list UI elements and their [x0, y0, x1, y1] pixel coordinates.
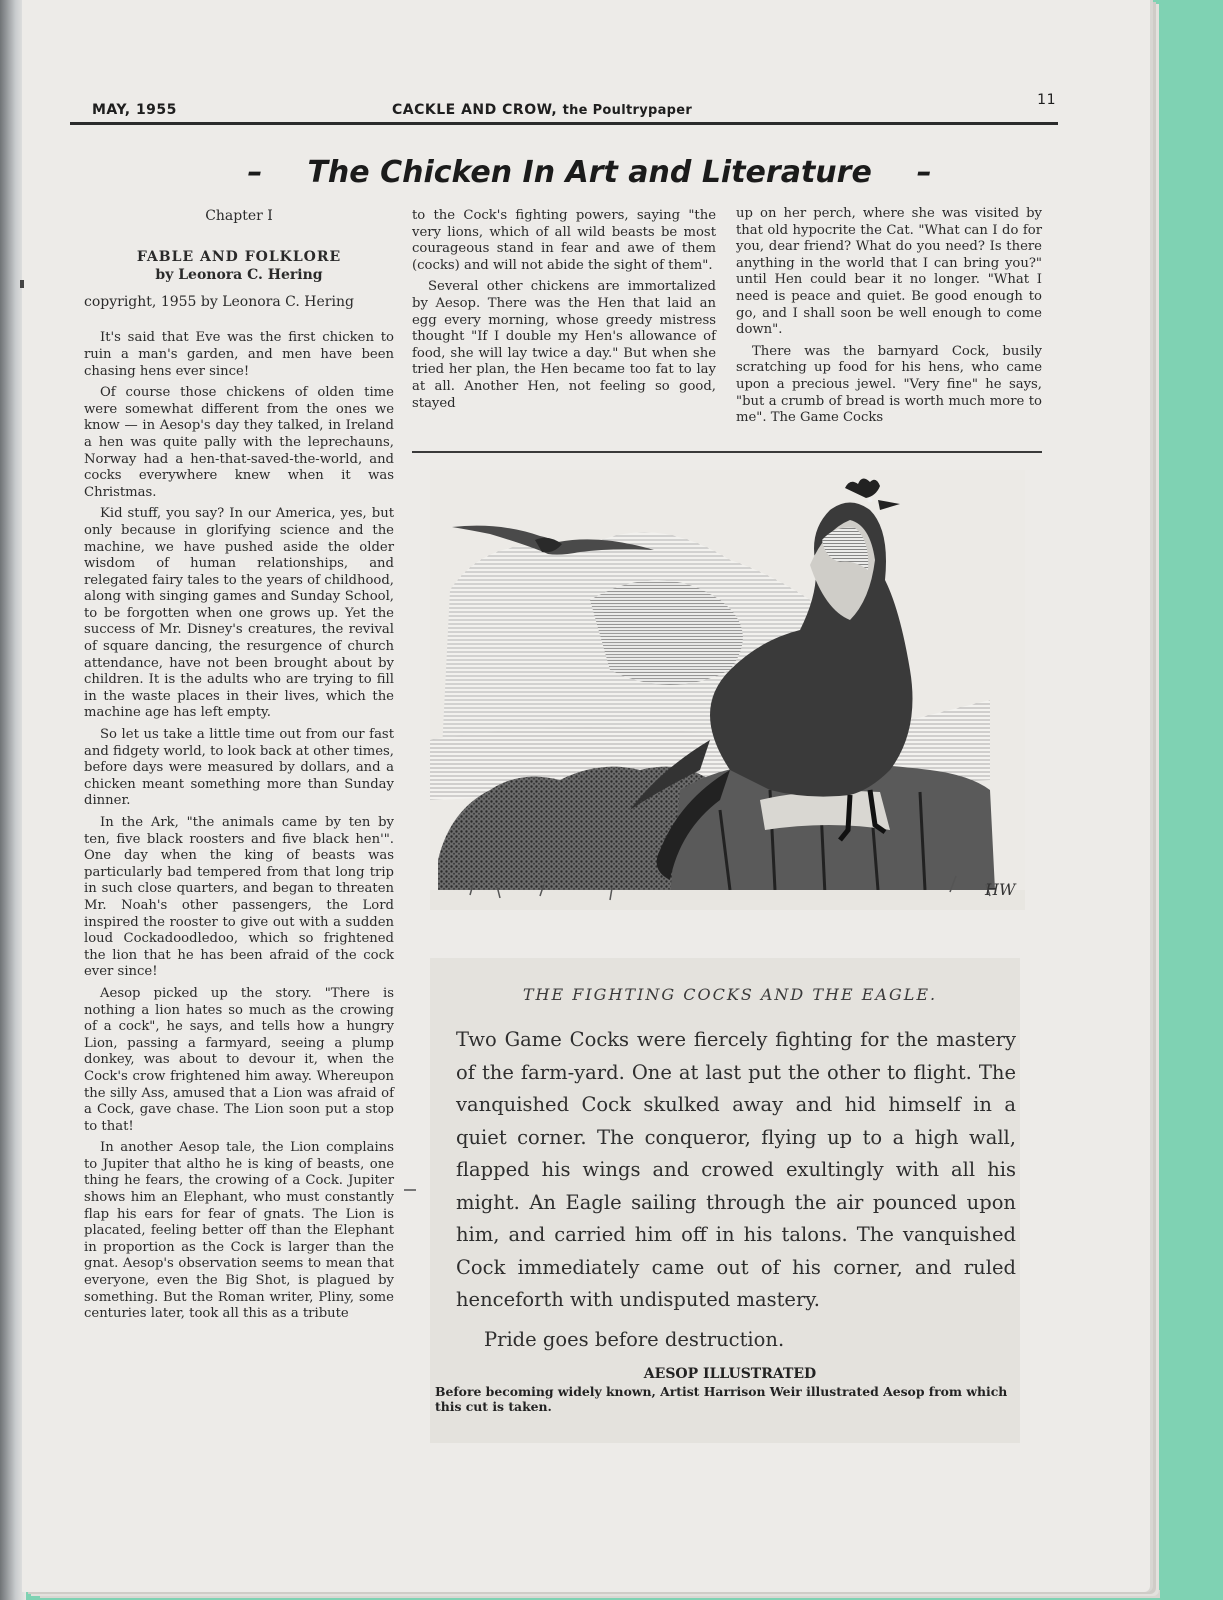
- credit-title: AESOP ILLUSTRATED: [643, 1366, 817, 1382]
- rooster-eye: [868, 498, 873, 503]
- publication-title: [392, 102, 692, 118]
- fable-paragraph: Two Game Cocks were fiercely fighting for the mastery of the farm-yard. One at last put the other to flight. The vanquished Cock skulked away and hid himself in a quiet corner. The conqueror, flying up to a high wall, flapped his wings and crowed exultingly with all his might. An Eagle sailing through the air pounced upon him, and carried him off in his talons. The vanquished Cock immediately came out of his corner, and ruled henceforth with undisputed mastery.: [456, 1028, 1016, 1311]
- paragraph: So let us take a little time out from our fast and fidgety world, to look back at other times, before days were measured by dollars, and a chicken meant something more than Sunday dinner.: [84, 727, 394, 809]
- section-divider: [412, 451, 1042, 453]
- paragraph: up on her perch, where she was visited by that old hypocrite the Cat. "What can I do for you, dear friend? What do you need? Is there anything in the world that I can bring you?" until Hen could bear it no longer. "What I need is peace and quiet. Be good enough to go, and I shall soon be well enough to come down".: [736, 206, 1042, 338]
- text-column-3: [736, 206, 1042, 432]
- page-number: 11: [1037, 92, 1056, 108]
- stray-mark: [404, 1189, 416, 1191]
- paragraph: In the Ark, "the animals came by ten by ten, five black roosters and five black hen'". One day when the king of beasts was particularly bad tempered from that long trip in such close quarters, and began to threaten Mr. Noah's other passengers, the Lord inspired the rooster to give out with a sudden loud Cockadoodledoo, which so frightened the lion that he has been afraid of the cock ever since!: [84, 815, 394, 980]
- fable-moral: Pride goes before destruction.: [484, 1328, 785, 1351]
- paragraph: Of course those chickens of olden time were somewhat different from the ones we know — in Aesop's day they talked, in Ireland a hen was quite pally with the leprechauns, Norway had a hen-that-saved-the-world, and cocks everywhere knew when it was Christmas.: [84, 385, 394, 500]
- running-header: [70, 92, 1058, 125]
- paragraph: to the Cock's fighting powers, saying "the very lions, which of all wild beasts be most courageous stand in fear and awe of them (cocks) and will not abide the sight of them".: [412, 208, 716, 273]
- illustration-caption: THE FIGHTING COCKS AND THE EAGLE.: [522, 985, 938, 1004]
- publication-subtitle: the Poultrypaper: [562, 103, 693, 118]
- issue-date: MAY, 1955: [92, 102, 177, 118]
- paragraph: It's said that Eve was the first chicken to ruin a man's garden, and men have been chasing hens ever since!: [84, 330, 394, 379]
- paragraph: Several other chickens are immortalized by Aesop. There was the Hen that laid an egg every morning, whose greedy mistress thought "If I double my Hen's allowance of food, she will lay twice a day." But when she tried her plan, the Hen became too fat to lay at all. Another Hen, not feeling so good, stayed: [412, 279, 716, 411]
- paragraph: In another Aesop tale, the Lion complains to Jupiter that altho he is king of beasts, one thing he fears, the crowing of a Cock. Jupiter shows him an Elephant, who must constantly flap his ears for fear of gnats. The Lion is placated, feeling better off than the Elephant in proportion as the Cock is larger than the gnat. Aesop's observation seems to mean that everyone, even the Big Shot, is plagued by something. But the Roman writer, Pliny, some centuries later, took all this as a tribute: [84, 1140, 394, 1322]
- binding-mark: [20, 280, 24, 288]
- title-dash-left: –: [247, 155, 263, 190]
- text-column-1: [84, 208, 394, 1328]
- artist-signature: HW: [985, 880, 1016, 899]
- article-title: [235, 155, 932, 199]
- foreground-grass: [430, 890, 1025, 910]
- paragraph: There was the barnyard Cock, busily scratching up food for his hens, who came upon a precious jewel. "Very fine" he says, "but a crumb of bread is worth much more to me". The Game Cocks: [736, 343, 1042, 426]
- text-column-2: [412, 208, 716, 417]
- paragraph: Kid stuff, you say? In our America, yes, but only because in glorifying science and the machine, we have pushed aside the older wisdom of human relationships, and relegated fairy tales to the years of childhood, along with singing games and Sunday School, to be forgotten when one grows up. Yet the success of Mr. Disney's creatures, the revival of square dancing, the resurgence of church attendance, have not been brought about by children. It is the adults who are trying to fill in the waste places in their lives, which the machine age has left empty.: [84, 506, 394, 721]
- publication-name: CACKLE AND CROW,: [392, 102, 558, 118]
- byline: by Leonora C. Hering: [155, 267, 323, 284]
- credit-text: Before becoming widely known, Artist Harrison Weir illustrated Aesop from which this cut is taken.: [435, 1384, 1008, 1414]
- rooster-eagle-engraving: [430, 470, 1025, 910]
- title-dash-right: –: [916, 155, 932, 190]
- chapter-label: Chapter I: [205, 208, 273, 224]
- section-heading: FABLE AND FOLKLORE: [136, 248, 342, 265]
- article-title-text: The Chicken In Art and Literature: [307, 155, 872, 190]
- copyright-line: copyright, 1955 by Leonora C. Hering: [84, 293, 354, 310]
- fable-text: [456, 1024, 1016, 1317]
- paragraph: Aesop picked up the story. "There is nothing a lion hates so much as the crowing of a cock", he says, and tells how a hungry Lion, passing a farmyard, seeing a plump donkey, was about to devour it, when the Cock's crow frightened him away. Whereupon the silly Ass, amused that a Lion was afraid of a Cock, gave chase. The Lion soon put a stop to that!: [84, 985, 394, 1134]
